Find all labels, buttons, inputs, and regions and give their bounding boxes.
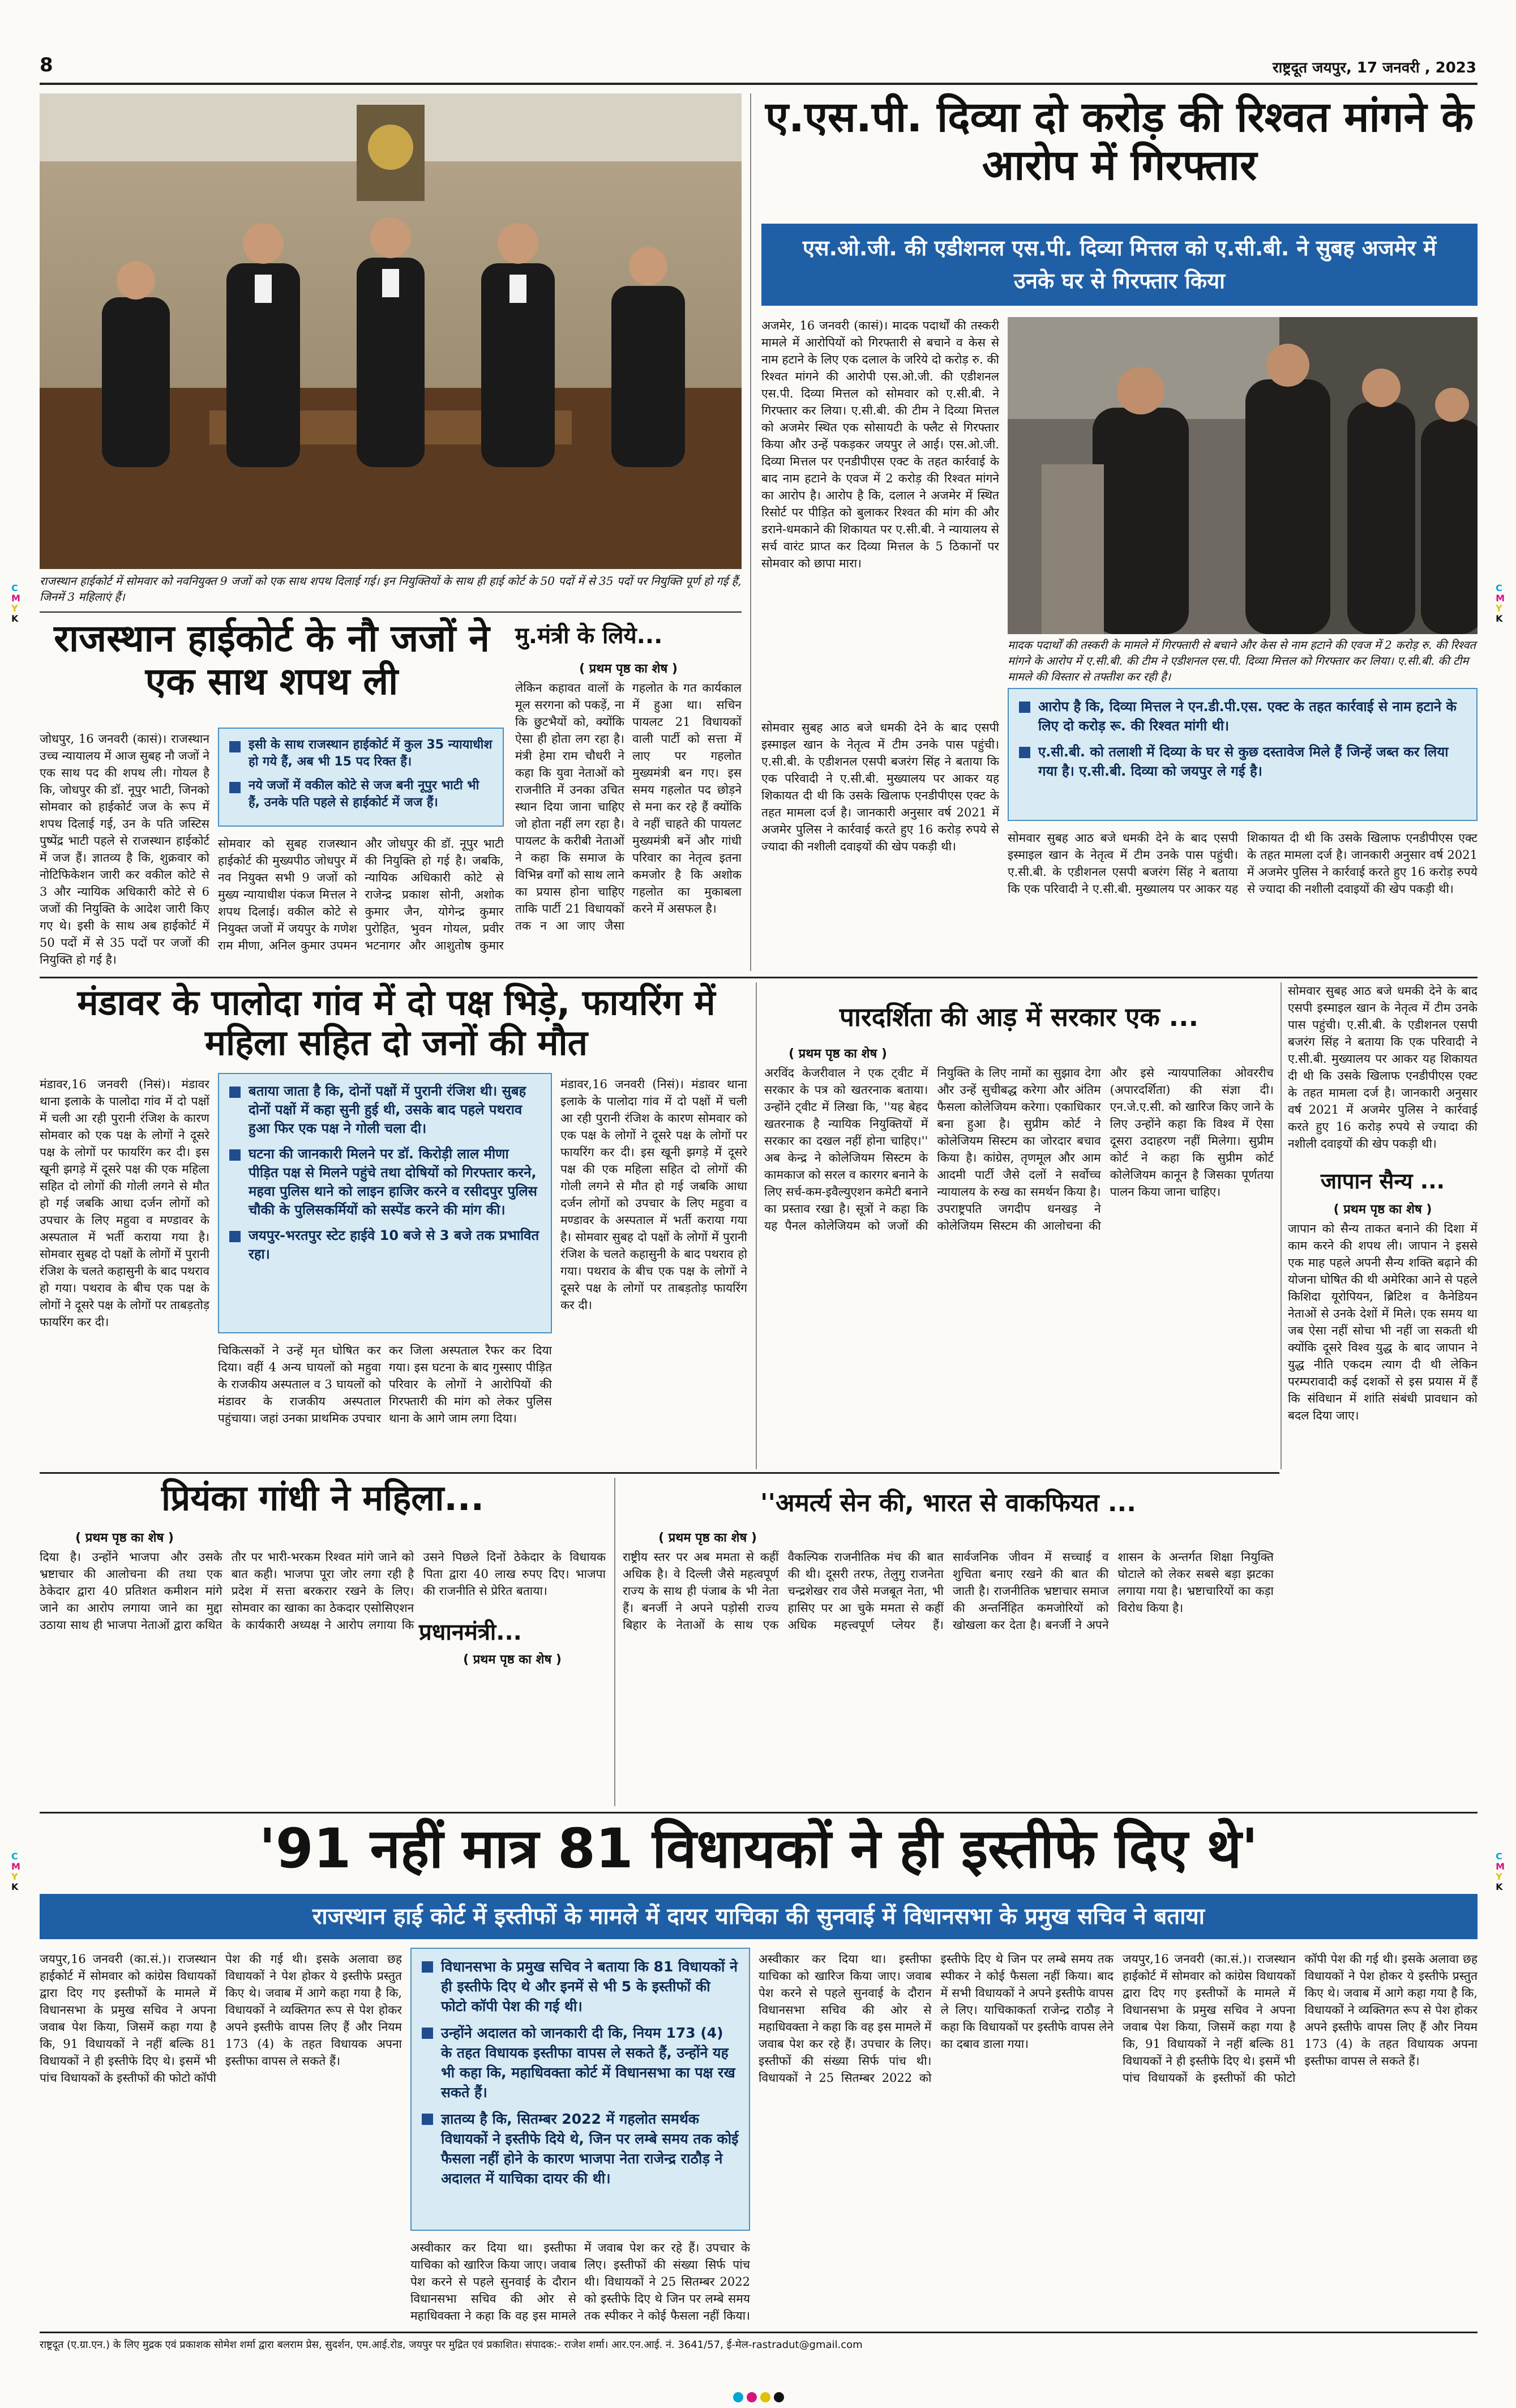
cm-story-continued: ( प्रथम पृष्ठ का शेष ) — [579, 662, 678, 676]
mandawar-body: मंडावर,16 जनवरी (निसं)। मंडावर थाना इलाके के पालोदा गांव में दो पक्षों में चली आ रही पुरानी रंजिश के कारण सोमवार को एक पक्ष के लोगों ने दूसरे पक्ष के लोगों पर फायरिंग कर दी। इस खूनी झगड़े में दूसरे पक्ष की एक महिला सहित दो लोगों की गोली लगने से मौत हो गई जबकि आधा दर्जन लोगों को उपचार के लिए महुवा व मण्डावर के अस्पताल में भर्ती कराया गया है। सोमवार सुबह दो पक्षों के लोगों में पुरानी रंजिश के चलते कहासुनी के बाद पथराव हो गया। पथराव के बीच एक पक्ष के लोगों ने दूसरे पक्ष के लोगों पर ताबड़तोड़ फायरिंग कर दी। — [40, 1077, 209, 1329]
cmyk-mark-right-2: C M Y K — [1496, 1851, 1505, 1892]
asp-divya-headline: ए.एस.पी. दिव्या दो करोड़ की रिश्वत मांगने के आरोप में गिरफ्तार — [765, 93, 1474, 190]
divya-highlights-box — [1008, 688, 1478, 821]
divya-photo-caption: मादक पदार्थों की तस्करी के मामले में गिरफ्तारी से बचाने और केस से नाम हटाने की एवज में 2 करोड़ रु. की रिश्वत मांगने के आरोप में ए.सी.बी. की टीम ने एडीशनल एस.पी. दिव्या मित्तल को गिरफ्तार कर लिया। ए.सी.बी. की टीम मामले की विस्तार से तफ्तीश कर रही है। — [1008, 638, 1476, 683]
column-divider-2 — [756, 982, 757, 1469]
transparency-continued: ( प्रथम पृष्ठ का शेष ) — [789, 1047, 887, 1061]
transparency-headline: पारदर्शिता की आड़ में सरकार एक ... — [839, 1002, 1199, 1032]
oath-photo-caption: राजस्थान हाईकोर्ट में सोमवार को नवनियुक्त 9 जजों को एक साथ शपथ दिलाई गई। इन नियुक्तियों के साथ ही हाई कोर्ट के 50 पदों में से 35 पदों पर नियुक्ति पूर्ण हो गई हैं, जिनमें 3 महिलाएं हैं। — [40, 574, 742, 604]
asp-divya-body-4: सोमवार सुबह आठ बजे धमकी देने के बाद एसपी इस्माइल खान के नेतृत्व में टीम उनके पास पहुंची। ए.सी.बी. के एडीशनल एसपी बजरंग सिंह ने बताया कि एक परिवादी ने ए.सी.बी. मुख्यालय पर आकर यह शिकायत दी थी कि उसके खिलाफ एनडीपीएस एक्ट के तहत मामला दर्ज है। जानकारी अनुसार वर्ष 2021 में अजमेर पुलिस ने कार्रवाई करते हुए 16 करोड़ रुपये से ज्यादा की नशीली दवाइयों की खेप पकड़ी थी। — [1288, 984, 1478, 1150]
mandawar-firing-headline: मंडावर के पालोदा गांव में दो पक्ष भिड़े, फायरिंग में महिला सहित दो जनों की मौत — [77, 982, 716, 1064]
amartya-headline: ''अमर्त्य सेन की, भारत से वाकफियत ... — [760, 1489, 1136, 1517]
oath-ceremony-photo — [40, 93, 742, 569]
judges-story-body: जोधपुर, 16 जनवरी (कासं)। राजस्थान उच्च न्यायालय में आज सुबह नौ जजों ने एक साथ पद की शपथ ली। गोयल है कि, जोधपुर की डॉ. नूपुर भाटी, जिनको सोमवार को हाईकोर्ट जज के रूप में शपथ दिलाई गई, उन के पति जस्टिस पुष्पेंद्र भाटी पहले से राजस्थान हाईकोर्ट में जज हैं। ज्ञातव्य है कि, शुक्रवार को नोटिफिकेशन जारी कर वकील कोटे से 3 और न्यायिक अधिकारी कोटे से 6 जजों की नियुक्ति के आदेश जारी किए गए थे। इसी के साथ अब हाईकोर्ट में 50 पदों में से 35 पदों पर जजों की नियुक्ति हो गई है। — [40, 732, 209, 966]
mla-body-2: अस्वीकार कर दिया था। इस्तीफा याचिका को खारिज किया जाए। जवाब पेश करने से पहले सुनवाई के दौरान विधानसभा सचिव की ओर से महाधिवक्ता ने कहा कि वह इस मामले में जवाब पेश कर रहे हैं। उपचार के लिए। इस्तीफों की संख्या सिर्फ पांच थी। विधायकों ने 25 सितम्बर 2022 को इस्तीफे दिए थे जिन पर लम्बे समय तक स्पीकर ने कोई फैसला नहीं किया। — [410, 2241, 750, 2323]
mandawar-highlights-box — [218, 1073, 552, 1333]
mandawar-body-3: चिकित्सकों ने उन्हें मृत घोषित कर दिया। वहीं 4 अन्य घायलों को महुवा के राजकीय अस्पताल व 3 घायलों को मंडावर के राजकीय अस्पताल पहुंचाया। जहां उनका प्राथमिक उपचार कर जिला अस्पताल रैफर कर दिया गया। इस घटना के बाद गुस्साए पीड़ित परिवार के लोगों ने आरोपियों की गिरफ्तारी की मांग को लेकर पुलिस थाना के आगे जाम लगा दिया। — [218, 1344, 552, 1425]
mandawar-highlight-2: घटना की जानकारी मिलने पर डॉ. किरोड़ी लाल मीणा पीड़ित पक्ष से मिलने पहुंचे तथा दोषियों को गिरफ्तार करने, महवा पुलिस थाने को लाइन हाजिर करने व रसीदपुर पुलिस चौकी के पुलिसकर्मियों को सस्पेंड करने की मांग की। — [229, 1145, 541, 1220]
judges-highlight-1: इसी के साथ राजस्थान हाईकोर्ट में कुल 35 न्यायाधीश हो गये हैं, अब भी 15 पद रिक्त हैं। — [229, 737, 493, 771]
mla-highlight-2: उन्होंने अदालत को जानकारी दी कि, नियम 173 (4) के तहत विधायक इस्तीफा वापस ले सकते हैं, उन्होंने यह भी कहा कि, महाधिवक्ता कोर्ट में विधानसभा का पक्ष रख सकते हैं। — [422, 2023, 739, 2102]
judges-highlights-box — [218, 728, 504, 827]
priyanka-headline: प्रियंका गांधी ने महिला... — [161, 1477, 485, 1519]
imprint-line: राष्ट्रदूत (ए.ग्रा.एन.) के लिए मुद्रक एवं प्रकाशक सोमेश शर्मा द्वारा बलराम प्रेस, सुदर्शन, एम.आई.रोड, जयपुर पर मुद्रित एवं प्रकाशित। संपादक:- राजेश शर्मा। आर.एन.आई. नं. 3641/57, ई-मेल-rastradut@gmail.com — [40, 2339, 863, 2351]
section-rule-2 — [40, 1472, 1279, 1474]
pm-headline: प्रधानमंत्री... — [419, 1619, 522, 1645]
divya-arrest-photo — [1008, 317, 1478, 634]
priyanka-continued: ( प्रथम पृष्ठ का शेष ) — [75, 1531, 174, 1545]
priyanka-body: दिया है। उन्होंने भाजपा और उसके भ्रष्टाचार की आलोचना की तथा एक ठेकेदार द्वारा 40 प्रतिशत कमीशन मांगे जाने का आरोप लगाया जाने का मुद्दा उठाया साथ ही भाजपा नेताओं द्वारा कथित तौर पर भारी-भरकम रिश्वत मांगे जाने को बात कही। भाजपा पूरा जोर लगा रही है प्रदेश में सत्ता बरकरार रखने के लिए। सोमवार का खाका का ठेकदार एसोसिएशन के कार्यकारी अध्यक्ष ने आरोप लगाया कि उसने पिछले दिनों ठेकेदार के विधायक पिता द्वारा 40 लाख रुपए दिए। भाजपा की राजनीति से प्रेरित बताया। — [40, 1550, 606, 1632]
cm-story-body: लेकिन कहावत वालों के मूल सरगना को पकड़ें, ना कि छुटभैयों को, क्योंकि ऐसा ही होता लग रहा है। मंत्री हेमा राम चौधरी ने कहा कि युवा नेताओं को राजनीति में उनका उचित स्थान दिया जाना चाहिए जो होता नहीं लग रहा है। पायलट के करीबी नेताओं ने कहा कि समाज के विभिन्न वर्गों को साथ लाने का प्रयास होना चाहिए ताकि पार्टी 21 विधायकों तक न आ जाए जैसा गहलोत के गत कार्यकाल में हुआ था। सचिन पायलट 21 विधायकों वाली पार्टी को सत्ता में लाए पर गहलोत मुख्यमंत्री बन गए। इस समय गहलोत पद छोड़ने से मना कर रहे हैं क्योंकि वे नहीं चाहते की पायलट मुख्यमंत्री बनें और गांधी परिवार का नेतृत्व इतना कमजोर है कि अशोक गहलोत का मुकाबला करने में असफल है। — [515, 681, 742, 933]
mla-body-3: अस्वीकार कर दिया था। इस्तीफा याचिका को खारिज किया जाए। जवाब पेश करने से पहले सुनवाई के दौरान विधानसभा सचिव की ओर से महाधिवक्ता ने कहा कि वह इस मामले में जवाब पेश कर रहे हैं। उपचार के लिए। इस्तीफों की संख्या सिर्फ पांच थी। विधायकों ने 25 सितम्बर 2022 को इस्तीफे दिए थे जिन पर लम्बे समय तक स्पीकर ने कोई फैसला नहीं किया। बाद में सभी विधायकों ने अपने इस्तीफे वापस ले लिए। याचिकाकर्ता राजेन्द्र राठौड़ ने कहा कि विधायकों पर इस्तीफे वापस लेने का दबाव डाला गया। जयपुर,16 जनवरी (का.सं.)। राजस्थान हाईकोर्ट में सोमवार को कांग्रेस विधायकों द्वारा दिए गए इस्तीफों के मामले में विधानसभा के प्रमुख सचिव ने अपना जवाब पेश किया, जिसमें कहा गया है कि, 91 विधायकों ने नहीं बल्कि 81 विधायकों ने ही इस्तीफे दिए थे। इसमें भी पांच विधायकों के इस्तीफों की फोटो कॉपी पेश की गई थी। इसके अलावा छह विधायकों ने पेश होकर ये इस्तीफे प्रस्तुत किए थे। जवाब में आगे कहा गया है कि, विधायकों ने व्यक्तिगत रूप से पेश होकर अपने इस्तीफे वापस लिए हैं और नियम 173 (4) के तहत विधायक अपना इस्तीफा वापस ले सकते हैं। — [759, 1952, 1478, 2085]
cmyk-mark-left-2: C M Y K — [11, 1851, 20, 1892]
asp-divya-subhead: एस.ओ.जी. की एडीशनल एस.पी. दिव्या मित्तल को ए.सी.बी. ने सुबह अजमेर में उनके घर से गिरफ्तार किया — [761, 224, 1478, 306]
mandawar-highlight-1: बताया जाता है कि, दोनों पक्षों में पुरानी रंजिश थी। सुबह दोनों पक्षों में कहा सुनी हुई थी, उसके बाद पहले पथराव हुआ फिर एक पक्ष ने गोली चला दी। — [229, 1082, 541, 1138]
masthead-rule — [40, 83, 1478, 85]
japan-headline: जापान सैन्य ... — [1320, 1169, 1445, 1194]
mandawar-body-2: मंडावर,16 जनवरी (निसं)। मंडावर थाना इलाके के पालोदा गांव में दो पक्षों में चली आ रही पुरानी रंजिश के कारण सोमवार को एक पक्ष के लोगों ने दूसरे पक्ष के लोगों पर फायरिंग कर दी। इस खूनी झगड़े में दूसरे पक्ष की एक महिला सहित दो लोगों की गोली लगने से मौत हो गई जबकि आधा दर्जन लोगों को उपचार के लिए महुवा व मण्डावर के अस्पताल में भर्ती कराया गया है। सोमवार सुबह दो पक्षों के लोगों में पुरानी रंजिश के चलते कहासुनी के बाद पथराव हो गया। पथराव के बीच एक पक्ष के लोगों ने दूसरे पक्ष के लोगों पर ताबड़तोड़ फायरिंग कर दी। — [560, 1077, 747, 1312]
transparency-body: अरविंद केजरीवाल ने एक ट्वीट में सरकार के पत्र को खतरनाक बताया। उन्होंने ट्वीट में लिखा कि, ''यह बेहद खतरनाक है न्यायिक नियुक्तियों में सरकार का दखल नहीं होना चाहिए।'' अब केन्द्र ने कोलेजियम सिस्टम के कामकाज को सरल व कारगर बनाने के लिए सर्च-कम-इवैल्युएशन कमेटी बनाने का प्रस्ताव रखा है। सूत्रों ने कहा कि यह पैनल कोलेजियम को जजों की नियुक्ति के लिए नामों का सुझाव देगा और उन्हें सुचीबद्ध करेगा और अंतिम फैसला कोलेजियम करेगा। एकाधिकार बना हुआ है। सुप्रीम कोर्ट ने कोलेजियम सिस्टम का जोरदार बचाव किया है। कांग्रेस, तृणमूल और आम आदमी पार्टी जैसे दलों ने सर्वोच्च न्यायालय के रुख का समर्थन किया है। उपराष्ट्रपति जगदीप धनखड़ ने कोलेजियम सिस्टम की आलोचना की और इसे न्यायपालिका ओवररीच (अपारदर्शिता) की संज्ञा दी। एन.जे.ए.सी. को खारिज किए जाने के लिए उन्होंने कहा कि विश्व में ऐसा दूसरा उदाहरण नहीं मिलेगा। सुप्रीम कोर्ट ने कहा कि सुप्रीम कोर्ट कोलेजियम कानून है जिसका पूर्णतया पालन किया जाना चाहिए। — [764, 1066, 1274, 1233]
mla-highlights-box — [410, 1948, 750, 2231]
amartya-body: राष्ट्रीय स्तर पर अब ममता से कहीं अधिक है। वे दिल्ली जैसे महत्वपूर्ण राज्य के साथ ही पंजाब के भी नेता हैं। बनर्जी ने अपने पड़ोसी राज्य बिहार के नेताओं के साथ एक वैकल्पिक राजनीतिक मंच की बात की थी। दूसरी तरफ, तेलुगु राजनेता चन्द्रशेखर राव जैसे मजबूत नेता, भी हासिए पर आ चुके ममता से कहीं अधिक महत्त्वपूर्ण प्लेयर हैं। सार्वजनिक जीवन में सच्चाई व शुचिता बनाए रखने की बात की जाती है। राजनीतिक भ्रष्टाचार समाज की अन्तर्निहित कमजोरियों को खोखला कर देता है। बनर्जी ने अपने शासन के अन्तर्गत शिक्षा नियुक्ति घोटाले को लेकर सबसे बड़ा झटका लगाया गया है। भ्रष्टाचारियों का कड़ा विरोध किया है। — [623, 1550, 1274, 1632]
amartya-continued: ( प्रथम पृष्ठ का शेष ) — [658, 1531, 757, 1545]
caption-rule — [40, 611, 742, 613]
mla-resignation-headline: '91 नहीं मात्र 81 विधायकों ने ही इस्तीफे दिए थे' — [259, 1817, 1258, 1880]
mla-highlight-1: विधानसभा के प्रमुख सचिव ने बताया कि 81 विधायकों ने ही इस्तीफे दिए थे और इनमें से भी 5 के इस्तीफों की फोटो कॉपी पेश की गई थी। — [422, 1957, 739, 2016]
cm-story-headline: मु.मंत्री के लिये... — [515, 623, 663, 649]
mla-resignation-subhead: राजस्थान हाई कोर्ट में इस्तीफों के मामले में दायर याचिका की सुनवाई में विधानसभा के प्रमुख सचिव ने बताया — [40, 1894, 1478, 1939]
divya-highlight-2: ए.सी.बी. को तलाशी में दिव्या के घर से कुछ दस्तावेज मिले हैं जिन्हें जब्त कर लिया गया है। ए.सी.बी. दिव्या को जयपुर ले गई है। — [1019, 742, 1466, 781]
asp-divya-body-2: सोमवार सुबह आठ बजे धमकी देने के बाद एसपी इस्माइल खान के नेतृत्व में टीम उनके पास पहुंची। ए.सी.बी. के एडीशनल एसपी बजरंग सिंह ने बताया कि एक परिवादी ने ए.सी.बी. मुख्यालय पर आकर यह शिकायत दी थी कि उसके खिलाफ एनडीपीएस एक्ट के तहत मामला दर्ज है। जानकारी अनुसार वर्ष 2021 में अजमेर पुलिस ने कार्रवाई करते हुए 16 करोड़ रुपये से ज्यादा की नशीली दवाइयों की खेप पकड़ी थी। — [761, 721, 999, 853]
japan-continued: ( प्रथम पृष्ठ का शेष ) — [1333, 1203, 1432, 1217]
cmyk-mark-right: C M Y K — [1496, 583, 1505, 624]
column-divider — [750, 93, 751, 971]
mandawar-highlight-3: जयपुर-भरतपुर स्टेट हाईवे 10 बजे से 3 बजे तक प्रभावित रहा। — [229, 1226, 541, 1264]
judges-story-body-2: सोमवार को सुबह राजस्थान हाईकोर्ट की मुख्यपीठ जोधपुर में नव नियुक्त सभी 9 जजों को मुख्य न्यायाधीश पंकज मित्तल ने शपथ दिलाई। वकील कोटे से नियुक्त जजों में जयपुर के गणेश राम मीणा, अनिल कुमार उपमन और जोधपुर की डॉ. नूपुर भाटी की नियुक्ति हो गई है। जबकि, न्यायिक अधिकारी कोटे से राजेन्द्र प्रकाश सोनी, अशोक कुमार जैन, योगेन्द्र कुमार पुरोहित, भुवन गोयल, प्रवीर भटनागर और आशुतोष कुमार — [218, 837, 504, 952]
footer-rule — [40, 2332, 1478, 2333]
asp-divya-body-3: सोमवार सुबह आठ बजे धमकी देने के बाद एसपी इस्माइल खान के नेतृत्व में टीम उनके पास पहुंची। ए.सी.बी. के एडीशनल एसपी बजरंग सिंह ने बताया कि एक परिवादी ने ए.सी.बी. मुख्यालय पर आकर यह शिकायत दी थी कि उसके खिलाफ एनडीपीएस एक्ट के तहत मामला दर्ज है। जानकारी अनुसार वर्ष 2021 में अजमेर पुलिस ने कार्रवाई करते हुए 16 करोड़ रुपये से ज्यादा की नशीली दवाइयों की खेप पकड़ी थी। — [1008, 831, 1478, 896]
japan-body: जापान को सैन्य ताकत बनाने की दिशा में काम करने की शपथ ली। जापान ने इससे एक माह पहले अपनी सैन्य शक्ति बढ़ाने की योजना घोषित की थी अमेरिका आने से पहले किशिदा यूरोपियन, ब्रिटिश व कैनेडियन नेताओं से उनके देशों में मिले। एक समय था जब ऐसा नहीं सोचा भी नहीं जा सकती थी क्योंकि दूसरे विश्व युद्ध के बाद जापान ने युद्ध नीति एकदम त्याग दी थी लेकिन परम्परावादी कई दशकों से इस प्रयास में हैं कि संविधान में शांति संबंधी प्रावधान को बदल दिया जाए। — [1288, 1222, 1478, 1422]
column-divider-4 — [614, 1478, 615, 1806]
section-rule-3 — [40, 1812, 1478, 1814]
section-rule-1 — [40, 977, 1478, 978]
mla-body: जयपुर,16 जनवरी (का.सं.)। राजस्थान हाईकोर्ट में सोमवार को कांग्रेस विधायकों द्वारा दिए गए इस्तीफों के मामले में विधानसभा के प्रमुख सचिव ने अपना जवाब पेश किया, जिसमें कहा गया है कि, 91 विधायकों ने नहीं बल्कि 81 विधायकों ने ही इस्तीफे दिए थे। इसमें भी पांच विधायकों के इस्तीफों की फोटो कॉपी पेश की गई थी। इसके अलावा छह विधायकों ने पेश होकर ये इस्तीफे प्रस्तुत किए थे। जवाब में आगे कहा गया है कि, विधायकों ने व्यक्तिगत रूप से पेश होकर अपने इस्तीफे वापस लिए हैं और नियम 173 (4) के तहत विधायक अपना इस्तीफा वापस ले सकते हैं। — [40, 1952, 402, 2085]
mla-highlight-3: ज्ञातव्य है कि, सितम्बर 2022 में गहलोत समर्थक विधायकों ने इस्तीफे दिये थे, जिन पर लम्बे समय तक कोई फैसला नहीं होने के कारण भाजपा नेता राजेन्द्र राठौड़ ने अदालत में याचिका दायर की थी। — [422, 2109, 739, 2188]
paper-dateline: राष्ट्रदूत जयपुर, 17 जनवरी , 2023 — [1272, 59, 1476, 76]
page-number: 8 — [40, 54, 53, 76]
divya-highlight-1: आरोप है कि, दिव्या मित्तल ने एन.डी.पी.एस. एक्ट के तहत कार्रवाई से नाम हटाने के लिए दो करोड़ रू. की रिश्वत मांगी थी। — [1019, 697, 1466, 735]
cmyk-mark-left: C M Y K — [11, 583, 20, 624]
column-divider-3 — [1281, 982, 1282, 1469]
pm-continued: ( प्रथम पृष्ठ का शेष ) — [419, 1650, 606, 1667]
high-court-judges-headline: राजस्थान हाईकोर्ट के नौ जजों ने एक साथ शपथ ली — [54, 617, 490, 703]
judges-highlight-2: नये जजों में वकील कोटे से जज बनी नूपुर भाटी भी हैं, उनके पति पहले से हाईकोर्ट में जज हैं। — [229, 777, 493, 811]
registration-color-bar — [40, 2392, 1478, 2402]
asp-divya-body: अजमेर, 16 जनवरी (कासं)। मादक पदार्थों की तस्करी मामले में आरोपियों को गिरफ्तारी से बचाने व केस से नाम हटाने के लिए एक दलाल के जरिये दो करोड़ रु. की रिश्वत मांगने की आरोपी एस.ओ.जी. की एडीशनल एस.पी. दिव्या मित्तल को सोमवार को ए.सी.बी. ने गिरफ्तार कर लिया। ए.सी.बी. की टीम ने दिव्या मित्तल को अजमेर स्थित एक सोसायटी के फ्लैट से गिरफ्तार किया और उन्हें पकड़कर जयपुर ले आई। एस.ओ.जी. दिव्या मित्तल पर एनडीपीएस एक्ट के तहत कार्रवाई के बाद नाम हटाने के एवज में 2 करोड़ की रिश्वत मांगने का आरोप है। आरोप है कि, दलाल ने अजमेर में स्थित रिसोर्ट पर पीड़ित को बुलाकर रिश्वत की मांग की और डराने-धमकाने की शिकायत पर ए.सी.बी. ने न्यायालय से सर्च वारंट प्राप्त कर दिव्या मित्तल के 5 ठिकानों पर सोमवार को छापा मारा। — [761, 319, 999, 570]
